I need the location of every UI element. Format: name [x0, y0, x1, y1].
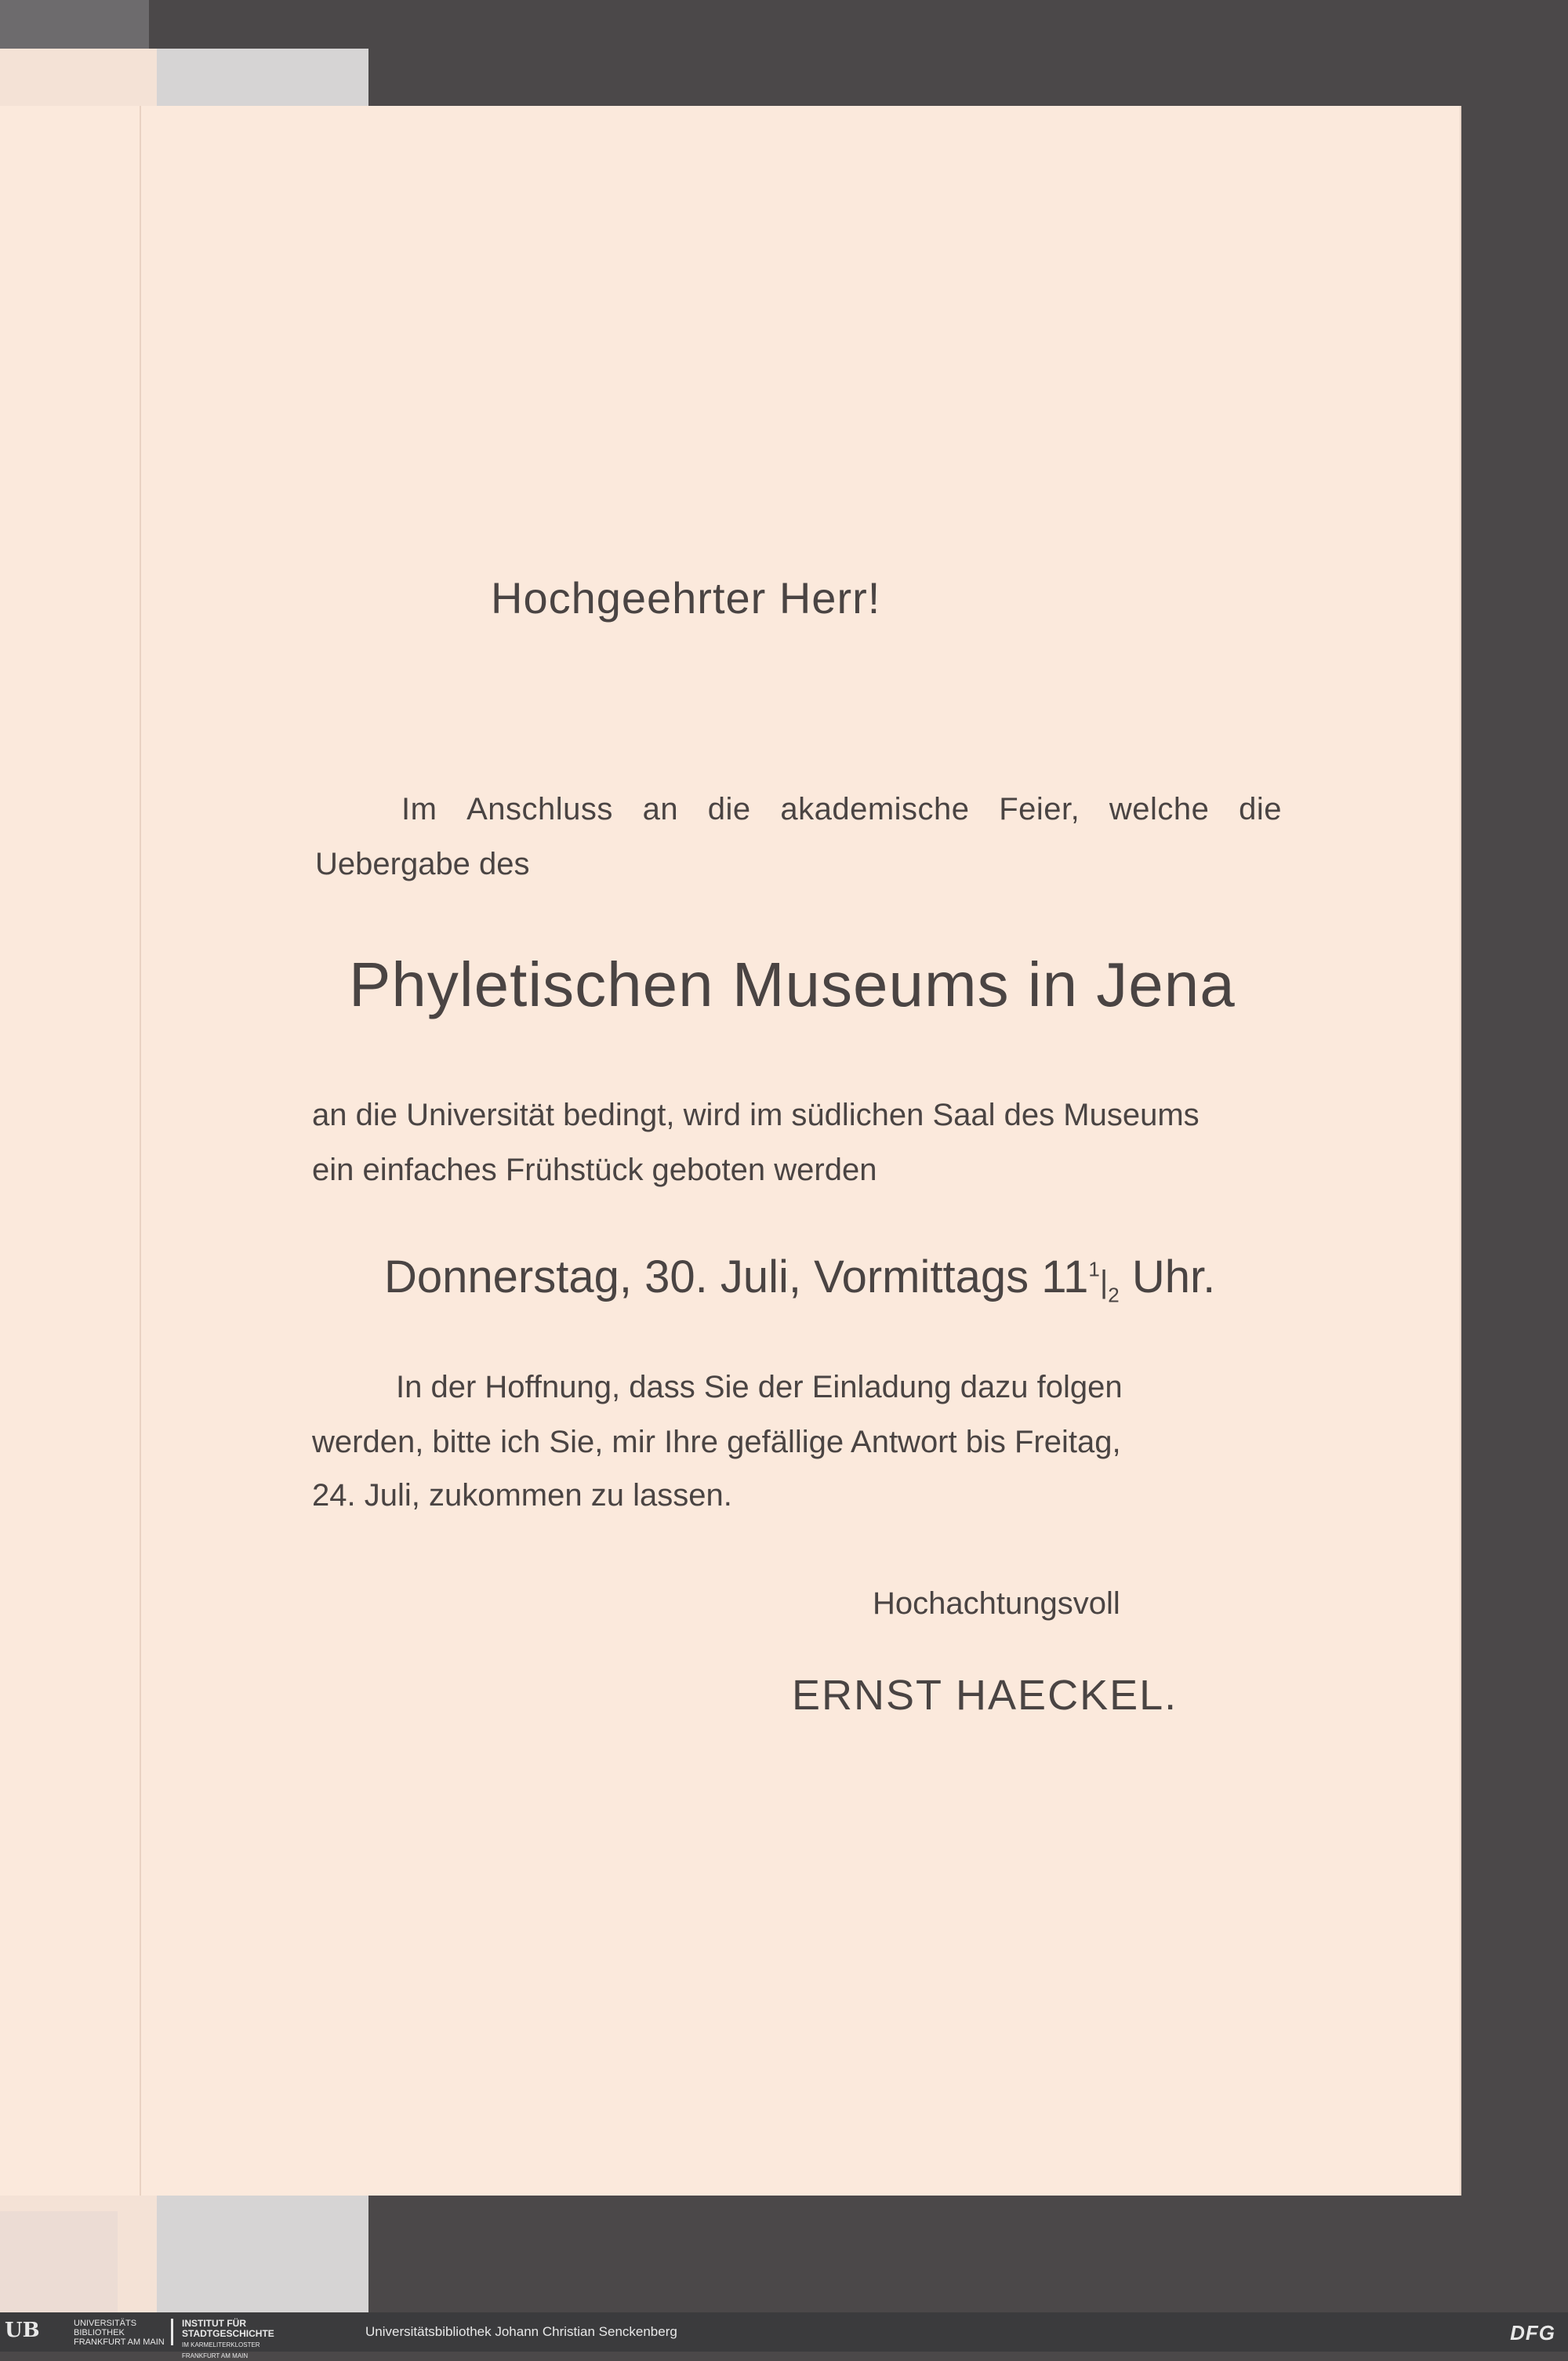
- date-fraction-numerator: 1: [1088, 1257, 1100, 1281]
- signature: ERNST HAECKEL.: [792, 1672, 1178, 1719]
- salutation: Hochgeehrter Herr!: [491, 573, 881, 623]
- date-suffix: Uhr.: [1119, 1251, 1216, 1302]
- word: Anschluss: [466, 792, 613, 826]
- paragraph-3-line-2: werden, bitte ich Sie, mir Ihre gefällige Antwort bis Freitag,: [312, 1425, 1121, 1459]
- isg-line: FRANKFURT AM MAIN: [182, 2352, 249, 2359]
- ub-logo: [5, 2319, 165, 2347]
- background-left-edge: [0, 2211, 118, 2329]
- background-top-strip: [0, 0, 149, 49]
- ub-subtitle-line: FRANKFURT AM MAIN: [74, 2337, 165, 2347]
- isg-line: STADTGESCHICHTE: [182, 2328, 274, 2339]
- museum-title: Phyletischen Museums in Jena: [349, 950, 1236, 1019]
- ub-logo-subtitle: [74, 2319, 165, 2347]
- isg-line: INSTITUT FÜR: [182, 2318, 246, 2329]
- letter-content: [0, 106, 1460, 2196]
- letter-page: [0, 106, 1460, 2196]
- isg-line: IM KARMELITERKLOSTER: [182, 2341, 260, 2348]
- ub-subtitle-line: BIBLIOTHEK: [74, 2328, 125, 2337]
- word: die: [707, 792, 751, 826]
- word: welche: [1109, 792, 1210, 826]
- paragraph-2-line-1: an die Universität bedingt, wird im südlichen Saal des Museums: [312, 1098, 1200, 1132]
- word: die: [1239, 792, 1282, 826]
- footer-bar: [0, 2312, 1568, 2359]
- date-fraction-denominator: 2: [1108, 1283, 1120, 1307]
- library-credit: Universitätsbibliothek Johann Christian Senckenberg: [365, 2324, 677, 2339]
- ub-logo-text: UB: [5, 2319, 40, 2342]
- dfg-logo: DFG: [1510, 2321, 1555, 2345]
- closing: Hochachtungsvoll: [873, 1586, 1120, 1621]
- ub-subtitle-line: UNIVERSITÄTS: [74, 2319, 137, 2328]
- paragraph-3-line-3: 24. Juli, zukommen zu lassen.: [312, 1478, 732, 1513]
- isg-logo: [182, 2319, 274, 2361]
- word: Feier,: [999, 792, 1080, 826]
- word: an: [642, 792, 679, 826]
- paragraph-2-line-2: ein einfaches Frühstück geboten werden: [312, 1153, 877, 1187]
- paragraph-1-line-2: Uebergabe des: [315, 847, 530, 881]
- paragraph-3-line-1: In der Hoffnung, dass Sie der Einladung dazu folgen: [396, 1370, 1123, 1404]
- isg-logo-mark: [171, 2319, 181, 2345]
- date-text: Donnerstag, 30. Juli, Vormittags 11: [384, 1251, 1089, 1302]
- word: akademische: [780, 792, 970, 826]
- event-date-line: Donnerstag, 30. Juli, Vormittags $11^1|_2$ Uhr.: [384, 1251, 1216, 1307]
- paragraph-1-line-1: [401, 792, 1282, 827]
- word: Im: [401, 792, 437, 826]
